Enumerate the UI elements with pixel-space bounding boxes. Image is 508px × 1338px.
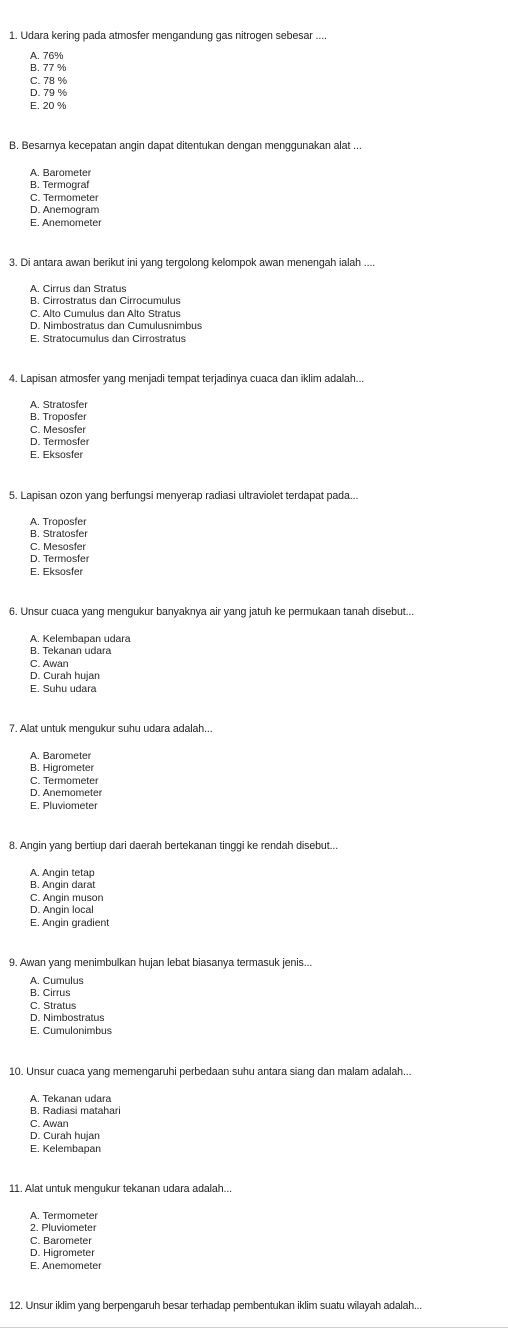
question-8-text: 8. Angin yang bertiup dari daerah bertekanan tinggi ke rendah disebut... [9, 840, 339, 852]
option-c: C. Awan [30, 1118, 69, 1130]
option-b: B. Angin darat [30, 880, 96, 892]
option-d: D. Anemometer [30, 788, 103, 800]
option-a: A. Cirrus dan Stratus [30, 284, 127, 295]
option-b: 2. Pluviometer [30, 1223, 97, 1235]
question-1-options [30, 51, 67, 113]
question-1-text: 1. Udara kering pada atmosfer mengandung gas nitrogen sebesar .... [9, 30, 327, 42]
option-d: D. Termosfer [30, 437, 90, 449]
option-a: A. Barometer [30, 168, 92, 179]
option-a: A. Angin tetap [30, 868, 95, 879]
question-5-text: 5. Lapisan ozon yang berfungsi menyerap radiasi ultraviolet terdapat pada... [9, 490, 359, 502]
question-3-text: 3. Di antara awan berikut ini yang tergolong kelompok awan menengah ialah .... [9, 257, 376, 269]
option-b: B. Troposfer [30, 412, 87, 424]
option-e: E. Anemometer [30, 1260, 102, 1272]
option-e: E. Stratocumulus dan Cirrostratus [30, 333, 186, 345]
option-d: D. Curah hujan [30, 671, 100, 683]
bottom-divider [0, 1327, 508, 1328]
option-e: E. Kelembapan [30, 1143, 102, 1155]
option-e: E. 20 % [30, 100, 67, 112]
option-d: D. Termosfer [30, 554, 90, 566]
question-11-options [30, 1211, 102, 1273]
option-b: B. Tekanan udara [30, 646, 112, 658]
option-a: A. Stratosfer [30, 400, 88, 411]
question-9-text: 9. Awan yang menimbulkan hujan lebat biasanya termasuk jenis... [9, 957, 313, 969]
question-7-options [30, 751, 102, 813]
option-d: D. Angin local [30, 905, 94, 917]
option-d: D. Anemogram [30, 205, 100, 217]
option-e: E. Eksosfer [30, 449, 84, 461]
option-e: E. Pluviometer [30, 800, 98, 812]
option-a: A. Tekanan udara [30, 1094, 112, 1105]
option-e: E. Anemometer [30, 217, 102, 229]
question-4-options [30, 400, 89, 462]
option-c: C. Mesosfer [30, 541, 87, 553]
option-e: E. Suhu udara [30, 683, 97, 695]
option-a: A. Cumulus [30, 976, 84, 987]
option-c: C. Termometer [30, 192, 99, 204]
option-d: D. 79 % [30, 88, 67, 100]
option-c: C. Awan [30, 658, 69, 670]
question-8-options [30, 868, 109, 930]
option-b: B. Stratosfer [30, 529, 88, 541]
question-11-text: 11. Alat untuk mengukur tekanan udara adalah... [9, 1183, 233, 1195]
option-c: C. Stratus [30, 1000, 77, 1012]
option-a: A. Termometer [30, 1211, 98, 1222]
option-c: C. Barometer [30, 1235, 92, 1247]
question-6-text: 6. Unsur cuaca yang mengukur banyaknya air yang jatuh ke permukaan tanah disebut... [9, 606, 415, 618]
option-c: C. Alto Cumulus dan Alto Stratus [30, 308, 181, 320]
option-c: C. Angin muson [30, 892, 104, 904]
question-5-options [30, 517, 89, 579]
option-c: C. Mesosfer [30, 424, 87, 436]
option-d: D. Nimbostratus [30, 1013, 105, 1025]
option-a: A. Kelembapan udara [30, 634, 131, 645]
option-b: B. Radiasi matahari [30, 1106, 121, 1118]
question-10-options [30, 1094, 121, 1156]
question-9-options [30, 976, 112, 1038]
option-d: D. Nimbostratus dan Cumulusnimbus [30, 321, 203, 333]
option-d: D. Higrometer [30, 1248, 95, 1260]
option-b: B. 77 % [30, 63, 67, 75]
question-2-options [30, 168, 102, 230]
question-12-text: 12. Unsur iklim yang berpengaruh besar terhadap pembentukan iklim suatu wilayah adalah... [9, 1300, 422, 1312]
option-e: E. Cumulonimbus [30, 1025, 113, 1037]
option-e: E. Angin gradient [30, 917, 110, 929]
question-7-text: 7. Alat untuk mengukur suhu udara adalah... [9, 723, 213, 735]
option-a: A. Barometer [30, 751, 92, 762]
question-3-options [30, 284, 202, 346]
option-e: E. Eksosfer [30, 566, 84, 578]
option-d: D. Curah hujan [30, 1131, 100, 1143]
option-b: B. Higrometer [30, 763, 95, 775]
question-4-text: 4. Lapisan atmosfer yang menjadi tempat terjadinya cuaca dan iklim adalah... [9, 373, 365, 385]
option-b: B. Cirrostratus dan Cirrocumulus [30, 296, 181, 308]
option-b: B. Cirrus [30, 988, 71, 1000]
option-a: A. 76% [30, 51, 64, 62]
question-2-text: B. Besarnya kecepatan angin dapat ditentukan dengan menggunakan alat ... [9, 140, 362, 152]
question-6-options [30, 634, 131, 696]
question-10-text: 10. Unsur cuaca yang memengaruhi perbedaan suhu antara siang dan malam adalah... [9, 1066, 412, 1078]
option-c: C. 78 % [30, 75, 67, 87]
option-a: A. Troposfer [30, 517, 87, 528]
option-b: B. Termograf [30, 180, 90, 192]
option-c: C. Termometer [30, 775, 99, 787]
